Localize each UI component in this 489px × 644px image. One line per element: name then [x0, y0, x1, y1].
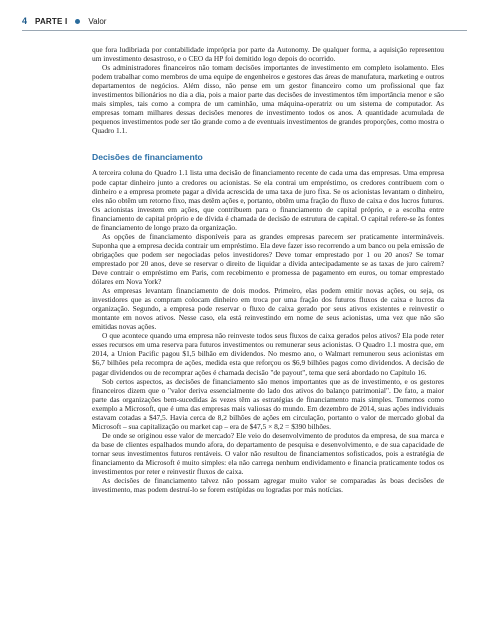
- page-number: 4: [22, 16, 28, 26]
- paragraph: Sob certos aspectos, as decisões de financiamento são menos importantes que as de investimento, e os gestores financeiros dizem que o "valor deriva essencialmente do lado dos ativos do balanço patrimonial". De fato, a maior parte das organizações bem-sucedidas às vezes têm as estratégias de financiamento mais simples. Tomemos como exemplo a Microsoft, que é uma das empresas mais valiosas do mundo. Em dezembro de 2014, suas ações individuais estavam cotadas a $47,5. Havia cerca de 8,2 bilhões de ações em circulação, portanto o valor de mercado global da Microsoft – sua capitalização ou market cap – era de $47,5 × 8,2 = $390 bilhões.: [92, 376, 444, 431]
- paragraph: A terceira coluna do Quadro 1.1 lista uma decisão de financiamento recente de cada uma das empresas. Uma empresa pode captar dinheiro junto a credores ou acionistas. Se ela contrai um empréstimo, os credores contribuem com o dinheiro e a empresa promete pagar a dívida acrescida de uma taxa de juro fixa. Se os acionistas levantam o dinheiro, eles não obtêm um retorno fixo, mas detêm ações e, portanto, obtêm uma fração do fluxo de caixa e dos lucros futuros. Os acionistas investem em ações, que contribuem para o financiamento de capital próprio, e a escolha entre financiamento de capital próprio e de dívida é chamada de decisão de estrutura de capital. O capital refere-se às fontes de financiamento de longo prazo da organização.: [92, 168, 444, 232]
- paragraph: As empresas levantam financiamento de dois modos. Primeiro, elas podem emitir novas ações, ou seja, os investidores que as compram colocam dinheiro em troca por uma fração dos futuros fluxos de caixa e lucros da organização. Segundo, a empresa pode reservar o fluxo de caixa gerado por seus ativos existentes e reinvestir o montante em novos ativos. Nesse caso, ela está reinvestindo em nome de seus acionistas, uma vez que não são emitidas novas ações.: [92, 286, 444, 332]
- paragraph: As opções de financiamento disponíveis para as grandes empresas parecem ser praticamente intermináveis. Suponha que a empresa decida contrair um empréstimo. Ela deve fazer isso recorrendo a um banco ou pela emissão de obrigações que podem ser negociadas pelos investidores? Deve tomar emprestado por 1 ou 20 anos? Se tomar emprestado por 20 anos, deve se reservar o direito de liquidar a dívida antecipadamente se as taxas de juro caírem? Deve contrair o empréstimo em Paris, com recebimento e promessa de pagamento em euros, ou tomar emprestado dólares em Nova York?: [92, 231, 444, 287]
- paragraph: De onde se originou esse valor de mercado? Ele veio do desenvolvimento de produtos da empresa, de sua marca e da base de clientes espalhados mundo afora, do departamento de pesquisa e desenvolvimento, e de sua capacidade de tornar seus investimentos futuros rentáveis. O valor não resultou de financiamentos sofisticados, pois a estratégia de financiamento da Microsoft é muito simples: ela não carrega nenhum endividamento e financia praticamente todos os investimentos por reter e reinvestir fluxos de caixa.: [92, 430, 444, 477]
- bullet-dot-icon: [75, 19, 80, 24]
- paragraph: As decisões de financiamento talvez não possam agregar muito valor se comparadas às boas decisões de investimento, mas podem destruí-lo se forem estúpidas ou logradas por más notícias.: [92, 476, 444, 495]
- paragraph: O que acontece quando uma empresa não reinveste todos seus fluxos de caixa gerados pelos ativos? Ela pode reter esses recursos em uma reserva para futuros investimentos ou remunerar seus acionistas. O Quadro 1.1 mostra que, em 2014, a Union Pacific pagou $1,5 bilhão em dividendos. No mesmo ano, o Walmart remunerou seus acionistas em $6,7 bilhões pela recompra de ações, medida esta que reforçou os $6,9 bilhões pagos como dividendos. A decisão de pagar dividendos ou de recomprar ações é chamada decisão "de payout", tema que será abordado no Capítulo 16.: [92, 331, 444, 377]
- section-label: Valor: [88, 16, 107, 26]
- paragraph: que fora ludibriada por contabilidade imprópria por parte da Autonomy. De qualquer forma, a aquisição representou um investimento desastroso, e o CEO da HP foi demitido logo depois do ocorrido.: [92, 45, 444, 64]
- paragraph: Os administradores financeiros não tomam decisões importantes de investimento em completo isolamento. Eles podem trabalhar como membros de uma equipe de engenheiros e gestores das áreas de manufatura, marketing e outros departamentos de negócios. Além disso, não pense em um gestor financeiro como um profissional que faz investimentos bilionários no dia a dia, pois a maior parte das decisões de investimentos têm importância menor e são mais simples, tais como a compra de um caminhão, uma máquina-operatriz ou um sistema de computador. As empresas tomam milhares dessas decisões menores de investimento todos os anos. A quantidade acumulada de pequenos investimentos pode ser tão grande como a de eventuais investimentos de grandes proporções, como mostra o Quadro 1.1.: [92, 63, 444, 136]
- body-text: [92, 45, 444, 494]
- part-label: PARTE I: [35, 16, 68, 26]
- header-divider: [22, 30, 467, 31]
- section-heading: Decisões de financiamento: [92, 152, 203, 163]
- running-header: [22, 13, 106, 29]
